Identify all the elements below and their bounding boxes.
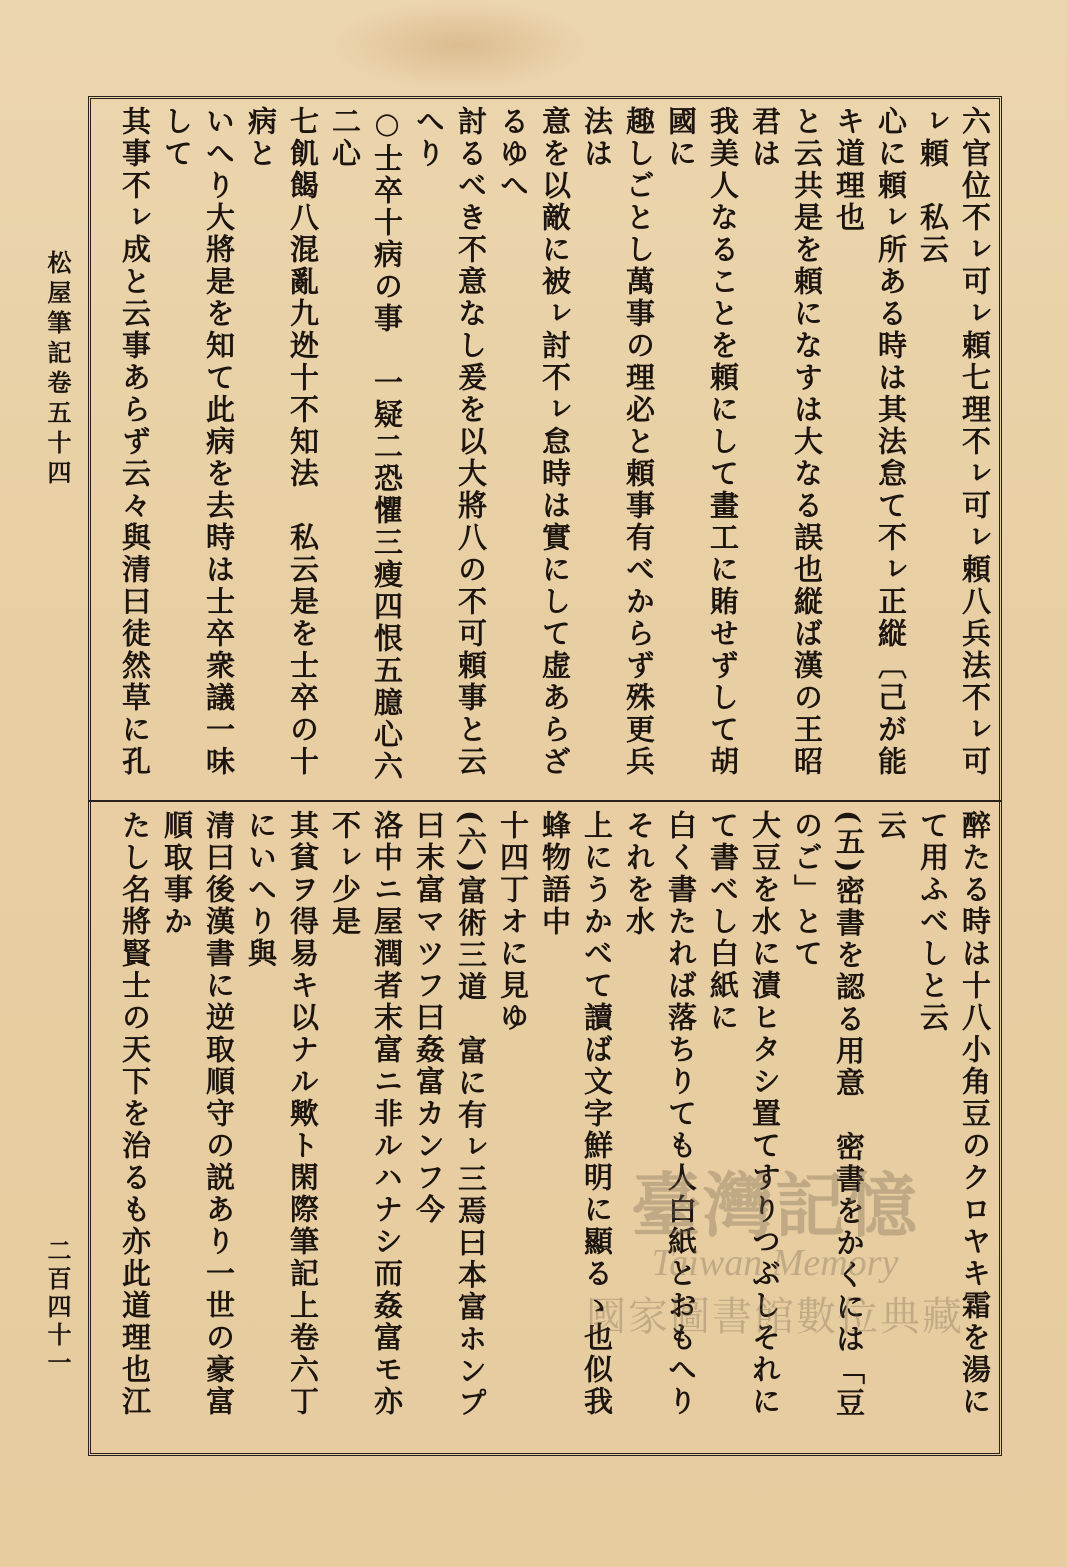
text-column: 心に頼ㇾ所ある時は其法怠て不ㇾ正縦〔己が能キ道理也 [832,106,908,778]
text-column: 醉たる時は十八小角豆のクロヤキ霜を湯にて用ふべしと云 [916,810,992,1418]
text-column: 其事不ㇾ成と云事あらず云々與清曰徒然草に孔 [118,106,152,778]
watermark-sub: Taiwan Memory [651,1242,899,1284]
section-divider [88,800,1002,802]
text-column: 其貧ヲ得易キ以ナル歟ト閑際筆記上卷六丁にいへり與 [244,810,320,1418]
watermark-line: 國家圖書館數位典藏 [586,1294,964,1340]
text-column: 七飢餲八混亂九迯十不知法 私云是を士卒の十病と [244,106,320,778]
watermark-main: 臺灣記憶 [631,1164,919,1247]
text-column: ○士卒十病の事 一疑二恐懼三瘦四恨五臆心六二心 [328,106,404,783]
paper-stain [330,0,590,90]
text-column: いへり大將是を知て此病を去時は士卒衆議一味して [160,106,236,778]
bottom-text-block [110,810,996,1448]
text-column: 云 [874,810,908,842]
text-column: (六)富術三道 富に有ㇾ三焉曰本富ホンプ曰末富マツフ曰姦富カンフ今 [412,810,488,1420]
text-column: (五)密書を認る用意 密書をかくには「豆のご」とて [790,810,866,1420]
text-column: たし名將賢士の天下を治るも亦此道理也江 [118,810,152,1418]
text-column: 大豆を水に漬ヒタシ置てすりつぶしそれにて書べし白紙に [706,810,782,1418]
text-column: 討るべき不意なし爰を以大將八の不可頼事と云へり [412,106,488,778]
text-column: 六官位不ㇾ可ㇾ頼七理不ㇾ可ㇾ頼八兵法不ㇾ可ㇾ頼 私云 [916,106,992,778]
text-column: 我美人なることを頼にして畫工に賄せずして胡國に [664,106,740,778]
text-column: 上にうかべて讀ば文字鮮明に顯るゝ也似我蜂物語中 [538,810,614,1418]
top-text-block [110,106,996,794]
text-column: と云共是を頼になすは大なる誤也縦ば漢の王昭君は [748,106,824,778]
text-column: 洛中ニ屋潤者末富ニ非ルハナシ而姦富モ亦不ㇾ少是 [328,810,404,1418]
text-column: 清曰後漢書に逆取順守の説あり一世の豪富順取事か [160,810,236,1418]
text-column: 意を以敵に被ㇾ討不ㇾ怠時は實にして虚あらざるゆへ [496,106,572,778]
running-title: 松屋筆記卷五十四 [43,250,72,490]
text-column: 十四丁オに見ゆ [496,810,530,1034]
text-column: 趣しごとし萬事の理必と頼事有べからず殊更兵法は [580,106,656,778]
text-column: 白く書たれば落ちりても人白紙とおもへりそれを水 [622,810,698,1418]
page-number: 二百四十一 [43,1238,72,1378]
